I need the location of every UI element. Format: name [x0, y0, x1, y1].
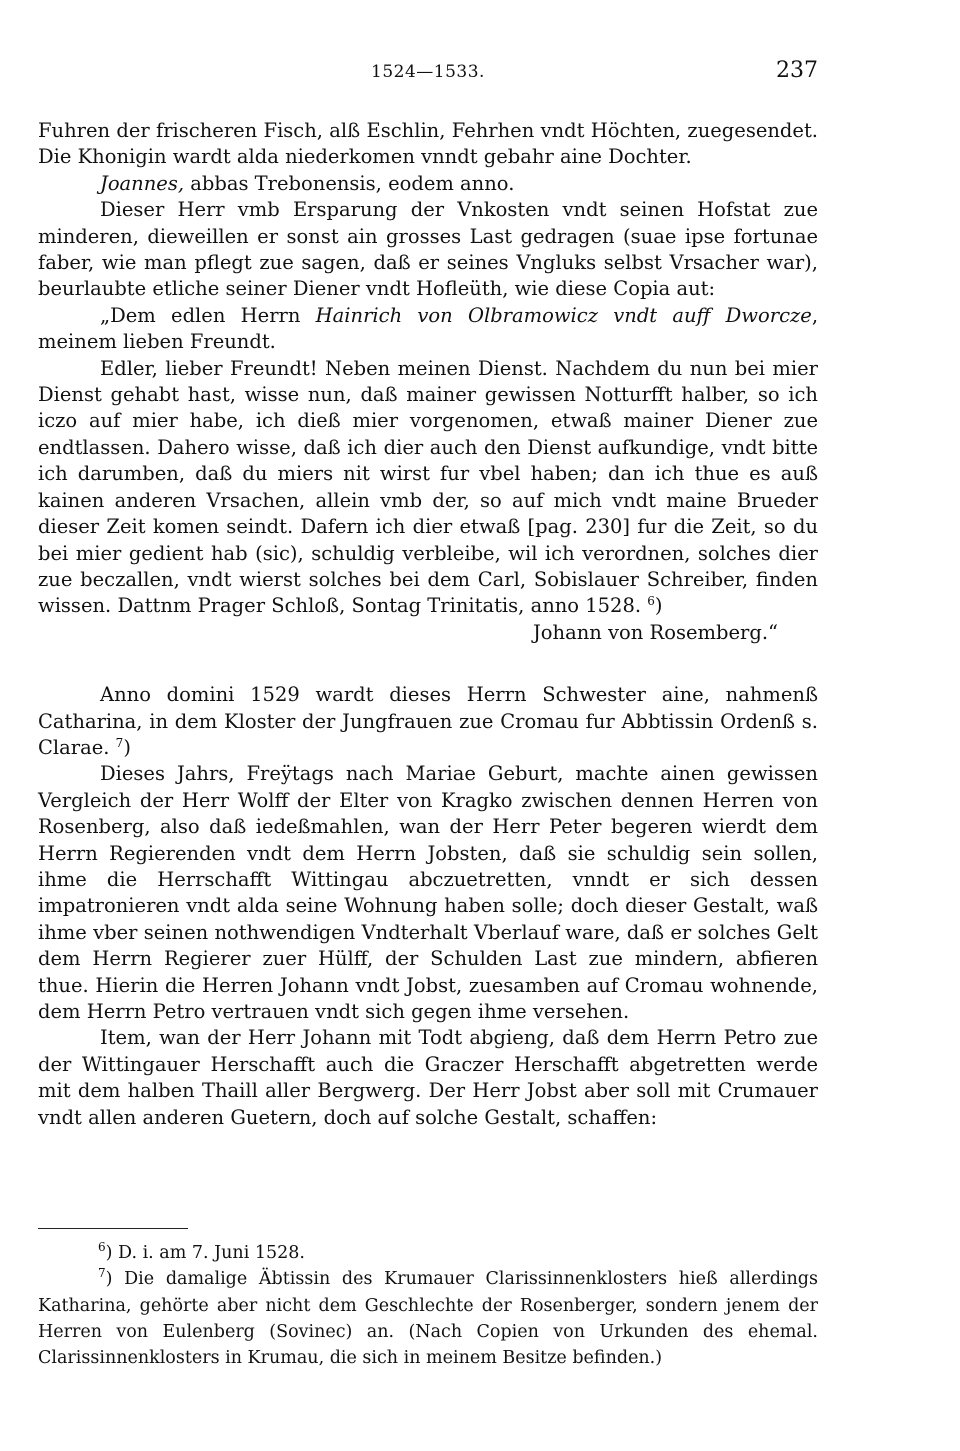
paragraph-3: Dieser Herr vmb Ersparung der Vnkosten vndt seinen Hofstat zue minderen, dieweillen er sonst ain grosses Last gedragen (suae ipse fortunae faber, wie man pflegt zue sagen, daß er seines Vngluks selbst Vrsacher war), beurlaubte etliche seiner Diener vndt Hofleüth, wie diese Copia aut:	[38, 198, 818, 301]
paragraph-6	[38, 682, 818, 761]
recipient-name: Hainrich von Olbramowicz vndt auff Dworcze	[315, 303, 812, 327]
section-gap	[38, 646, 818, 682]
letter-signature: Johann von Rosemberg.“	[532, 620, 778, 644]
footnote-6-mark: 6	[98, 1240, 106, 1254]
footnotes	[38, 1240, 818, 1371]
running-head: 1524—1533.	[371, 62, 485, 82]
abbot-name: Joannes,	[100, 171, 185, 195]
footnote-7-text: ) Die damalige Äbtissin des Krumauer Clarissinnenklosters hieß allerdings Katharina, gehörte aber nicht dem Geschlechte der Rosenberger, sondern jenem der Herren von Eulenberg (Sovinec) an. (Nach Copien von Urkunden des ehemal. Clarissinnenklosters in Krumau, die sich in meinem Besitze befinden.)	[38, 1269, 818, 1369]
paragraph-2-rest: abbas Trebonensis, eodem anno.	[184, 171, 515, 195]
page-header	[38, 58, 818, 88]
page-number: 237	[776, 58, 818, 83]
footnote-ref-6-paren: )	[654, 594, 663, 618]
paragraph-7: Dieses Jahrs, Freÿtags nach Mariae Geburt, machte ainen gewissen Vergleich der Herr Wolff der Elter von Kragko zwischen dennen Herren von Rosenberg, also daß iedeßmahlen, wan der Herr Peter begeren wierdt dem Herrn Regierenden vndt dem Herrn Jobsten, daß sie schuldig sein sollen, ihme die Herrschafft Wittingau abczuetretten, vnndt er sich dessen impatronieren vndt alda seine Wohnung haben solle; doch dieser Gestalt, waß ihme vber seinen nothwendigen Vndterhalt Vberlauf ware, daß er solches Gelt dem Herrn Regierer zuer Hülff, der Schulden Last zue mindern, abfieren thue. Hierin die Herren Johann vndt Jobst, zuesamben auf Cromau wohnende, dem Herrn Petro vertrauen vndt sich gegen ihme versehen.	[38, 762, 818, 1023]
footnote-ref-6: 6	[647, 594, 655, 609]
footnote-6-text: ) D. i. am 7. Juni 1528.	[105, 1243, 305, 1263]
letter-body	[38, 356, 818, 620]
letter-address-end: , meinem lieben Freundt.	[38, 303, 819, 354]
paragraph-2	[38, 171, 818, 197]
letter-address-start: „Dem edlen Herrn	[100, 303, 316, 327]
footnote-6	[38, 1240, 818, 1266]
paragraph-1: Fuhren der frischeren Fisch, alß Eschlin, Fehrhen vndt Höchten, zuegesendet. Die Khonigin wardt alda niederkomen vnndt gebahr aine Dochter.	[38, 119, 818, 169]
footnote-ref-7: 7	[115, 735, 124, 750]
footnote-divider	[38, 1228, 188, 1229]
letter-address	[38, 303, 818, 356]
footnote-ref-7-paren: )	[123, 735, 131, 759]
footnote-7	[38, 1266, 818, 1371]
main-text	[38, 118, 818, 1131]
paragraph-6-text: Anno domini 1529 wardt dieses Herrn Schwester aine, nahmenß Catharina, in dem Kloster der Jungfrauen zue Cromau fur Abbtissin Ordenß s. Clarae.	[38, 683, 818, 759]
paragraph-8: Item, wan der Herr Johann mit Todt abgieng, daß dem Herrn Petro zue der Wittingauer Herschafft auch die Graczer Herschafft abgetretten werde mit dem halben Thaill aller Bergwerg. Der Herr Jobst aber soll mit Crumauer vndt allen anderen Guetern, doch auf solche Gestalt, schaffen:	[38, 1026, 818, 1129]
footnote-7-mark: 7	[98, 1266, 106, 1281]
letter-body-text: Edler, lieber Freundt! Neben meinen Dienst. Nachdem du nun bei mier Dienst gehabt hast, wisse nun, daß mainer gewissen Notturfft halber, so ich iczo auf mier habe, ich dieß mier vorgenomen, etwaß mainer Diener zue endtlassen. Dahero wisse, daß ich dier auch den Dienst aufkundige, vndt bitte ich darumben, daß du miers nit wirst fur vbel haben; dan ich thue es auß kainen anderen Vrsachen, allein vmb der, so auf mich vndt maine Brueder dieser Zeit komen seindt. Dafern ich dier etwaß [pag. 230] fur die Zeit, so du bei mier gedient hab (sic), schuldig verbleibe, wil ich verordnen, solches dier zue beczallen, vndt wierst solches bei dem Carl, Sobislauer Schreiber, finden wissen. Dattnm Prager Schloß, Sontag Trinitatis, anno 1528.	[38, 356, 818, 618]
